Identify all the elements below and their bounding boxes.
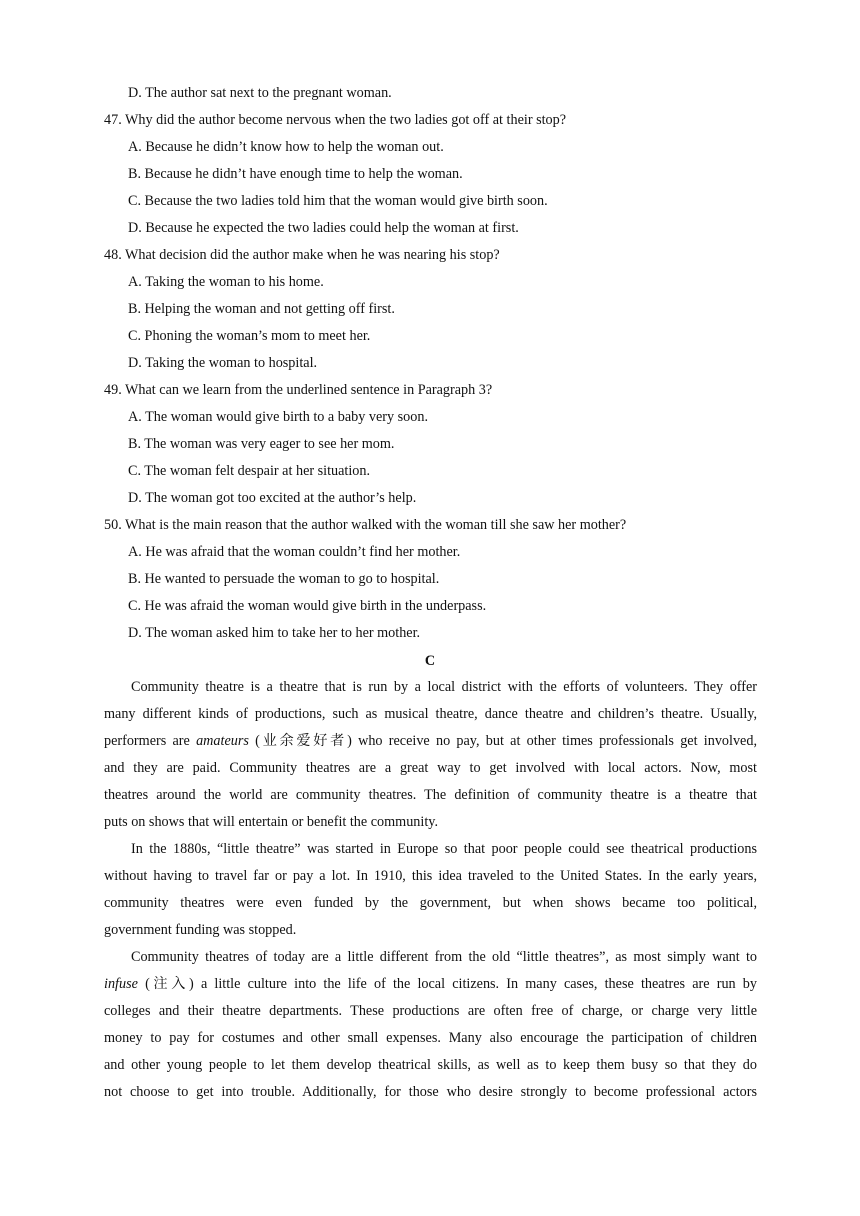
passage-p3-line: money to pay for costumes and other small expenses. Many also encourage the participation of children	[104, 1030, 757, 1046]
passage-p1-line	[104, 732, 757, 750]
question-47-stem: 47. Why did the author become nervous when the two ladies got off at their stop?	[104, 112, 567, 128]
passage-p3-line: and other young people to let them develop theatrical skills, as well as to keep them busy so that they do	[104, 1057, 757, 1073]
passage-p2-line: community theatres were even funded by the government, but when shows became too political,	[104, 895, 757, 911]
option-48-c: C. Phoning the woman’s mom to meet her.	[128, 328, 371, 344]
option-49-c: C. The woman felt despair at her situation.	[128, 463, 371, 479]
option-48-b: B. Helping the woman and not getting off first.	[128, 301, 395, 317]
passage-p1-line: theatres around the world are community theatres. The definition of community theatre is a theatre that	[104, 787, 757, 803]
passage-p1-line: Community theatre is a theatre that is run by a local district with the efforts of volunteers. They offer	[131, 679, 757, 695]
option-49-d: D. The woman got too excited at the author’s help.	[128, 490, 417, 506]
option-49-b: B. The woman was very eager to see her mom.	[128, 436, 395, 452]
option-50-a: A. He was afraid that the woman couldn’t find her mother.	[128, 544, 461, 560]
option-47-a: A. Because he didn’t know how to help the woman out.	[128, 139, 444, 155]
option-50-d: D. The woman asked him to take her to her mother.	[128, 625, 421, 641]
term-infuse: infuse	[104, 976, 138, 992]
passage-p1-line: and they are paid. Community theatres are a great way to get involved with local actors. Now, most	[104, 760, 757, 776]
passage-text: (注入) a little culture into the life of the local citizens. In many cases, these theatres are run by	[137, 976, 757, 992]
passage-p3-line: colleges and their theatre departments. These productions are often free of charge, or charge very little	[104, 1003, 757, 1019]
option-48-d: D. Taking the woman to hospital.	[128, 355, 318, 371]
passage-p2-line: government funding was stopped.	[104, 922, 297, 938]
passage-text: (业余爱好者) who receive no pay, but at other times professionals get involved,	[248, 733, 757, 749]
question-48-stem: 48. What decision did the author make when he was nearing his stop?	[104, 247, 500, 263]
question-50-stem: 50. What is the main reason that the author walked with the woman till she saw her mother?	[104, 517, 627, 533]
option-47-d: D. Because he expected the two ladies could help the woman at first.	[128, 220, 519, 236]
passage-p2-line: without having to travel far or pay a lot. In 1910, this idea traveled to the United States. In the early years,	[104, 868, 757, 884]
passage-p2-line: In the 1880s, “little theatre” was started in Europe so that poor people could see theatrical productions	[131, 841, 757, 857]
option-47-b: B. Because he didn’t have enough time to help the woman.	[128, 166, 463, 182]
term-amateurs: amateurs	[196, 733, 249, 749]
option-46-d: D. The author sat next to the pregnant woman.	[128, 85, 392, 101]
passage-p3-line: Community theatres of today are a little different from the old “little theatres”, as most simply want to	[131, 949, 757, 965]
question-49-stem: 49. What can we learn from the underlined sentence in Paragraph 3?	[104, 382, 493, 398]
passage-p1-line: puts on shows that will entertain or benefit the community.	[104, 814, 439, 830]
passage-p3-line: not choose to get into trouble. Additionally, for those who desire strongly to become professional actors	[104, 1084, 757, 1100]
passage-p3-line	[104, 975, 757, 993]
option-49-a: A. The woman would give birth to a baby very soon.	[128, 409, 428, 425]
option-47-c: C. Because the two ladies told him that the woman would give birth soon.	[128, 193, 548, 209]
passage-p1-line: many different kinds of productions, such as musical theatre, dance theatre and children’s theatre. Usually,	[104, 706, 757, 722]
passage-text: performers are	[104, 733, 197, 749]
section-heading-c: C	[424, 653, 436, 669]
option-50-c: C. He was afraid the woman would give birth in the underpass.	[128, 598, 487, 614]
option-50-b: B. He wanted to persuade the woman to go to hospital.	[128, 571, 440, 587]
option-48-a: A. Taking the woman to his home.	[128, 274, 324, 290]
